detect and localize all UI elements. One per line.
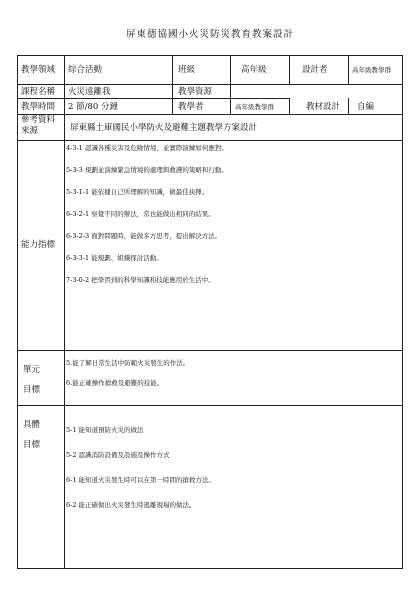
field-label: 教學領域 [21,65,56,75]
grid-line [17,350,403,351]
grade-value: 高年級 [241,65,267,75]
design-value: 自編 [357,101,375,112]
specific-goals-label [23,415,63,455]
document-title: 屏東德協國小火災防災教育教案設計 [125,29,294,40]
grid-line [348,98,349,114]
time-label: 教學時間 [21,101,56,112]
resource-value [235,85,395,98]
specific-goals-label-line2: 目標 [23,440,41,450]
grid-line [289,98,290,114]
grid-line [172,55,173,114]
ref-label-line2: 來源 [21,126,39,136]
grid-line [402,55,403,569]
designer-value: 高年級教學群 [352,66,391,74]
competency-item: 6-3-3-1 能規劃、組織探討活動。 [66,254,163,262]
field-value: 綜合活動 [68,65,103,75]
unit-goals-label [23,360,63,400]
grid-line [64,55,65,569]
teacher-value: 高年級教學群 [235,102,274,111]
grid-line [17,140,403,141]
unit-label: 課程名稱 [21,86,56,97]
lesson-plan-table [17,55,403,569]
competency-item: 5-3-1-1 能依據自己所理解的知識，做最佳抉擇。 [66,188,209,196]
specific-goal-item: 5-2 認識消防設備及設施及操作方式 [66,451,170,459]
competency-item: 4-3-1 認識各種災害及危險情境，並實際演練如何應對。 [66,144,228,152]
competency-item: 6-3-2-3 面對問題時，能做多方思考，提出解決方法。 [66,232,222,240]
grid-line [289,55,290,84]
competency-item: 6-3-2-1 察覺不同的辦法，常也能做出相同的結果。 [66,210,215,218]
unit-goals-label-line1: 單元 [23,365,41,375]
grid-line [17,55,18,569]
grid-line [17,405,403,406]
specific-goal-item: 5-1 能知道預防火災的做法 [66,426,144,434]
grid-line [348,55,349,84]
unit-value: 火災遠離我 [68,86,111,97]
resource-label: 教學資源 [178,86,213,97]
designer-label: 設計者 [302,65,328,75]
design-label: 教材設計 [306,101,341,112]
grade-label: 班級 [178,65,196,75]
grid-line [230,55,231,114]
grid-line [17,568,403,569]
unit-goal-item: 5.能了解日常生活中防範火災發生的作法。 [66,359,190,367]
specific-goal-item: 6-1 能知道火災發生時可以在第一時間的搶救方法。 [66,476,216,484]
unit-goal-item: 6.能正確操作搶救及避難的技能。 [66,379,164,387]
specific-goals-label-line1: 具體 [23,420,41,430]
specific-goal-item: 6-2 能正確做出火災發生時逃離現場的做法。 [66,501,196,509]
ref-label [21,115,64,137]
ref-label-line1: 參考資料 [21,115,56,125]
competency-item: 7-3-0-2 把學習到的科學知識和技能應用於生活中。 [66,276,215,284]
competency-item: 5-3-3 規劃並演練緊急情境的處理與救護的策略和行動。 [66,166,228,174]
ref-value: 屏東縣土庫國民小學防火及避難主題教學方案設計 [70,122,258,133]
time-value: 2 節/80 分鐘 [68,101,118,112]
competency-label: 能力指標 [21,240,56,250]
unit-goals-label-line2: 目標 [23,385,41,395]
teacher-label: 教學者 [178,101,204,112]
